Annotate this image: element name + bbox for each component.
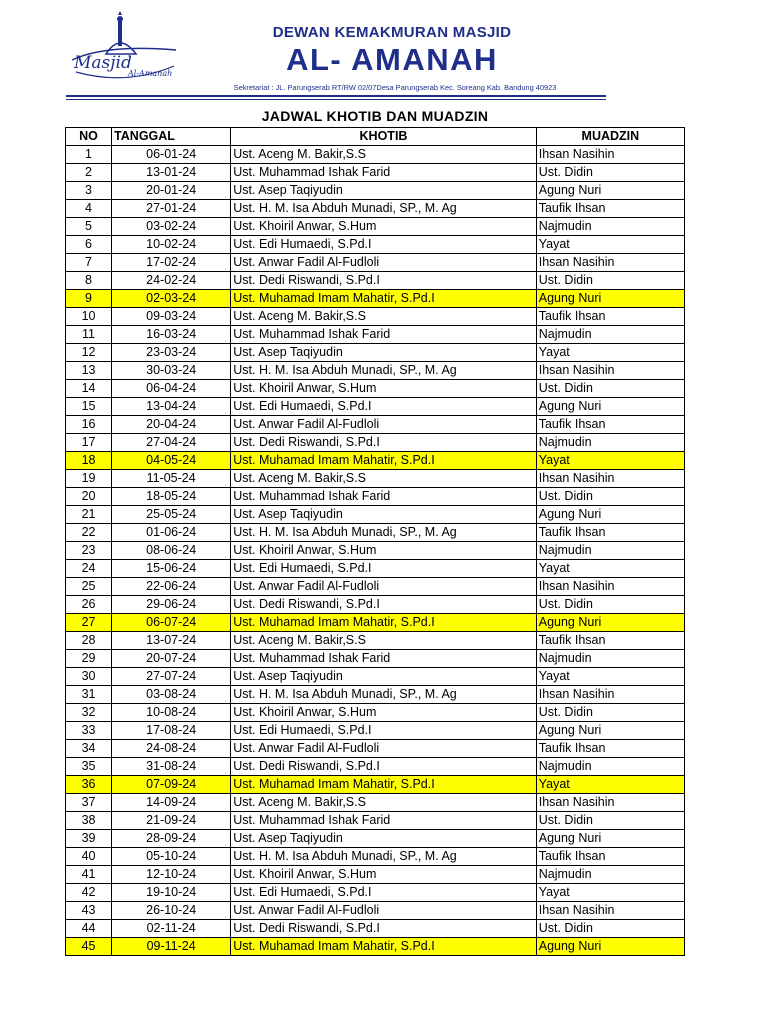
table-row	[66, 650, 685, 668]
document-title: JADWAL KHOTIB DAN MUADZIN	[261, 108, 489, 124]
table-row	[66, 596, 685, 614]
row-muadzin: Ihsan Nasihin	[536, 794, 684, 812]
row-muadzin: Ust. Didin	[536, 596, 684, 614]
row-muadzin: Ust. Didin	[536, 704, 684, 722]
row-muadzin: Ihsan Nasihin	[536, 254, 684, 272]
schedule-table	[65, 127, 685, 956]
row-muadzin: Taufik Ihsan	[536, 308, 684, 326]
column-header-muadzin: MUADZIN	[536, 128, 684, 146]
row-khotib: Ust. Muhamad Imam Mahatir, S.Pd.I	[231, 452, 536, 470]
row-date: 20-01-24	[112, 182, 231, 200]
table-row	[66, 290, 685, 308]
row-number: 36	[66, 776, 112, 794]
table-row	[66, 632, 685, 650]
row-date: 06-01-24	[112, 146, 231, 164]
row-date: 23-03-24	[112, 344, 231, 362]
row-khotib: Ust. Khoiril Anwar, S.Hum	[231, 704, 536, 722]
table-row	[66, 236, 685, 254]
row-number: 41	[66, 866, 112, 884]
table-row	[66, 866, 685, 884]
row-date: 06-04-24	[112, 380, 231, 398]
row-khotib: Ust. Muhammad Ishak Farid	[231, 650, 536, 668]
row-number: 43	[66, 902, 112, 920]
row-khotib: Ust. Dedi Riswandi, S.Pd.I	[231, 758, 536, 776]
row-khotib: Ust. Dedi Riswandi, S.Pd.I	[231, 434, 536, 452]
row-muadzin: Ihsan Nasihin	[536, 146, 684, 164]
row-khotib: Ust. Khoiril Anwar, S.Hum	[231, 218, 536, 236]
row-date: 09-03-24	[112, 308, 231, 326]
row-khotib: Ust. Aceng M. Bakir,S.S	[231, 308, 536, 326]
row-date: 24-08-24	[112, 740, 231, 758]
row-khotib: Ust. Khoiril Anwar, S.Hum	[231, 380, 536, 398]
row-khotib: Ust. H. M. Isa Abduh Munadi, SP., M. Ag	[231, 362, 536, 380]
row-date: 27-07-24	[112, 668, 231, 686]
row-number: 17	[66, 434, 112, 452]
logo-text: Masjid	[74, 53, 132, 73]
row-khotib: Ust. Asep Taqiyudin	[231, 668, 536, 686]
row-khotib: Ust. Muhammad Ishak Farid	[231, 488, 536, 506]
row-khotib: Ust. Edi Humaedi, S.Pd.I	[231, 398, 536, 416]
row-khotib: Ust. Asep Taqiyudin	[231, 182, 536, 200]
row-number: 6	[66, 236, 112, 254]
row-number: 5	[66, 218, 112, 236]
table-row	[66, 398, 685, 416]
row-number: 13	[66, 362, 112, 380]
row-date: 20-04-24	[112, 416, 231, 434]
row-khotib: Ust. Muhamad Imam Mahatir, S.Pd.I	[231, 290, 536, 308]
row-date: 06-07-24	[112, 614, 231, 632]
row-khotib: Ust. Anwar Fadil Al-Fudloli	[231, 902, 536, 920]
row-date: 30-03-24	[112, 362, 231, 380]
row-khotib: Ust. H. M. Isa Abduh Munadi, SP., M. Ag	[231, 200, 536, 218]
row-khotib: Ust. H. M. Isa Abduh Munadi, SP., M. Ag	[231, 524, 536, 542]
row-muadzin: Taufik Ihsan	[536, 632, 684, 650]
header-divider	[66, 95, 606, 97]
column-header-date: TANGGAL	[112, 128, 231, 146]
table-row	[66, 902, 685, 920]
row-number: 45	[66, 938, 112, 956]
table-row	[66, 722, 685, 740]
row-number: 33	[66, 722, 112, 740]
row-khotib: Ust. Anwar Fadil Al-Fudloli	[231, 254, 536, 272]
row-muadzin: Taufik Ihsan	[536, 848, 684, 866]
row-muadzin: Taufik Ihsan	[536, 200, 684, 218]
row-muadzin: Najmudin	[536, 326, 684, 344]
row-number: 15	[66, 398, 112, 416]
table-row	[66, 704, 685, 722]
row-date: 17-02-24	[112, 254, 231, 272]
row-muadzin: Najmudin	[536, 542, 684, 560]
table-row	[66, 740, 685, 758]
row-khotib: Ust. Muhamad Imam Mahatir, S.Pd.I	[231, 938, 536, 956]
table-row	[66, 560, 685, 578]
table-row	[66, 614, 685, 632]
row-number: 18	[66, 452, 112, 470]
row-date: 04-05-24	[112, 452, 231, 470]
row-khotib: Ust. Dedi Riswandi, S.Pd.I	[231, 596, 536, 614]
table-row	[66, 434, 685, 452]
row-date: 11-05-24	[112, 470, 231, 488]
row-khotib: Ust. Dedi Riswandi, S.Pd.I	[231, 920, 536, 938]
row-muadzin: Agung Nuri	[536, 614, 684, 632]
row-date: 03-02-24	[112, 218, 231, 236]
row-date: 21-09-24	[112, 812, 231, 830]
row-khotib: Ust. Aceng M. Bakir,S.S	[231, 470, 536, 488]
row-khotib: Ust. Aceng M. Bakir,S.S	[231, 632, 536, 650]
row-date: 18-05-24	[112, 488, 231, 506]
row-muadzin: Najmudin	[536, 434, 684, 452]
row-number: 14	[66, 380, 112, 398]
row-muadzin: Ust. Didin	[536, 272, 684, 290]
header-divider-thin	[66, 99, 606, 100]
row-date: 27-04-24	[112, 434, 231, 452]
row-muadzin: Yayat	[536, 884, 684, 902]
table-row	[66, 200, 685, 218]
table-row	[66, 146, 685, 164]
row-muadzin: Ust. Didin	[536, 488, 684, 506]
row-number: 42	[66, 884, 112, 902]
row-muadzin: Yayat	[536, 452, 684, 470]
row-date: 31-08-24	[112, 758, 231, 776]
row-muadzin: Ust. Didin	[536, 380, 684, 398]
row-muadzin: Agung Nuri	[536, 938, 684, 956]
row-number: 3	[66, 182, 112, 200]
row-number: 7	[66, 254, 112, 272]
row-number: 16	[66, 416, 112, 434]
row-number: 8	[66, 272, 112, 290]
row-khotib: Ust. Asep Taqiyudin	[231, 506, 536, 524]
row-khotib: Ust. Asep Taqiyudin	[231, 344, 536, 362]
row-number: 23	[66, 542, 112, 560]
row-khotib: Ust. Aceng M. Bakir,S.S	[231, 794, 536, 812]
row-number: 40	[66, 848, 112, 866]
row-muadzin: Ihsan Nasihin	[536, 578, 684, 596]
table-row	[66, 542, 685, 560]
row-date: 05-10-24	[112, 848, 231, 866]
row-muadzin: Agung Nuri	[536, 182, 684, 200]
row-khotib: Ust. Khoiril Anwar, S.Hum	[231, 866, 536, 884]
row-number: 25	[66, 578, 112, 596]
table-row	[66, 848, 685, 866]
table-row	[66, 794, 685, 812]
row-muadzin: Agung Nuri	[536, 722, 684, 740]
row-khotib: Ust. Edi Humaedi, S.Pd.I	[231, 236, 536, 254]
table-row	[66, 182, 685, 200]
row-date: 08-06-24	[112, 542, 231, 560]
row-muadzin: Agung Nuri	[536, 398, 684, 416]
mosque-name: AL- AMANAH	[286, 42, 498, 77]
row-date: 02-11-24	[112, 920, 231, 938]
row-date: 15-06-24	[112, 560, 231, 578]
organization-name: DEWAN KEMAKMURAN MASJID	[272, 24, 512, 41]
row-number: 19	[66, 470, 112, 488]
row-khotib: Ust. Asep Taqiyudin	[231, 830, 536, 848]
table-row	[66, 416, 685, 434]
row-muadzin: Najmudin	[536, 218, 684, 236]
row-number: 12	[66, 344, 112, 362]
row-date: 16-03-24	[112, 326, 231, 344]
table-row	[66, 344, 685, 362]
row-muadzin: Ihsan Nasihin	[536, 362, 684, 380]
row-muadzin: Ust. Didin	[536, 164, 684, 182]
table-row	[66, 776, 685, 794]
table-row	[66, 470, 685, 488]
row-number: 34	[66, 740, 112, 758]
row-number: 9	[66, 290, 112, 308]
row-date: 25-05-24	[112, 506, 231, 524]
table-row	[66, 218, 685, 236]
row-number: 37	[66, 794, 112, 812]
table-row	[66, 884, 685, 902]
table-row	[66, 254, 685, 272]
logo-subtext: Al-Amanah	[128, 69, 173, 78]
row-date: 07-09-24	[112, 776, 231, 794]
row-number: 35	[66, 758, 112, 776]
table-row	[66, 920, 685, 938]
row-muadzin: Taufik Ihsan	[536, 740, 684, 758]
table-row	[66, 380, 685, 398]
row-muadzin: Najmudin	[536, 866, 684, 884]
table-row	[66, 524, 685, 542]
row-khotib: Ust. Edi Humaedi, S.Pd.I	[231, 722, 536, 740]
table-row	[66, 938, 685, 956]
row-date: 12-10-24	[112, 866, 231, 884]
row-number: 10	[66, 308, 112, 326]
row-number: 28	[66, 632, 112, 650]
row-muadzin: Ust. Didin	[536, 812, 684, 830]
table-row	[66, 578, 685, 596]
row-number: 27	[66, 614, 112, 632]
row-khotib: Ust. Anwar Fadil Al-Fudloli	[231, 416, 536, 434]
row-number: 22	[66, 524, 112, 542]
table-header-row	[66, 128, 685, 146]
row-date: 20-07-24	[112, 650, 231, 668]
table-row	[66, 488, 685, 506]
row-muadzin: Agung Nuri	[536, 506, 684, 524]
row-muadzin: Najmudin	[536, 650, 684, 668]
row-date: 17-08-24	[112, 722, 231, 740]
row-khotib: Ust. Aceng M. Bakir,S.S	[231, 146, 536, 164]
table-row	[66, 452, 685, 470]
row-muadzin: Agung Nuri	[536, 290, 684, 308]
row-date: 22-06-24	[112, 578, 231, 596]
row-khotib: Ust. Edi Humaedi, S.Pd.I	[231, 884, 536, 902]
row-date: 02-03-24	[112, 290, 231, 308]
row-number: 20	[66, 488, 112, 506]
row-khotib: Ust. Muhammad Ishak Farid	[231, 164, 536, 182]
table-row	[66, 506, 685, 524]
row-muadzin: Ihsan Nasihin	[536, 470, 684, 488]
row-date: 26-10-24	[112, 902, 231, 920]
secretariat-address: Sekretariat : JL. Parungserab RT/RW 02/07Desa Parungserab Kec. Soreang Kab. Bandung 40923	[233, 83, 557, 92]
row-muadzin: Ust. Didin	[536, 920, 684, 938]
row-muadzin: Yayat	[536, 344, 684, 362]
mosque-logo-icon	[66, 10, 182, 88]
row-khotib: Ust. H. M. Isa Abduh Munadi, SP., M. Ag	[231, 686, 536, 704]
row-number: 29	[66, 650, 112, 668]
table-row	[66, 164, 685, 182]
row-muadzin: Yayat	[536, 668, 684, 686]
row-khotib: Ust. Dedi Riswandi, S.Pd.I	[231, 272, 536, 290]
row-muadzin: Taufik Ihsan	[536, 524, 684, 542]
row-number: 26	[66, 596, 112, 614]
row-khotib: Ust. Muhamad Imam Mahatir, S.Pd.I	[231, 776, 536, 794]
row-number: 38	[66, 812, 112, 830]
row-date: 14-09-24	[112, 794, 231, 812]
column-header-khotib: KHOTIB	[231, 128, 536, 146]
row-muadzin: Yayat	[536, 236, 684, 254]
row-muadzin: Najmudin	[536, 758, 684, 776]
row-khotib: Ust. Khoiril Anwar, S.Hum	[231, 542, 536, 560]
table-row	[66, 812, 685, 830]
row-number: 32	[66, 704, 112, 722]
column-header-no: NO	[66, 128, 112, 146]
row-number: 24	[66, 560, 112, 578]
row-number: 2	[66, 164, 112, 182]
row-date: 19-10-24	[112, 884, 231, 902]
schedule-body	[66, 146, 685, 956]
row-khotib: Ust. Edi Humaedi, S.Pd.I	[231, 560, 536, 578]
row-khotib: Ust. H. M. Isa Abduh Munadi, SP., M. Ag	[231, 848, 536, 866]
row-muadzin: Yayat	[536, 560, 684, 578]
row-date: 13-01-24	[112, 164, 231, 182]
row-number: 44	[66, 920, 112, 938]
row-muadzin: Taufik Ihsan	[536, 416, 684, 434]
table-row	[66, 668, 685, 686]
row-date: 13-04-24	[112, 398, 231, 416]
row-date: 24-02-24	[112, 272, 231, 290]
row-number: 31	[66, 686, 112, 704]
row-number: 30	[66, 668, 112, 686]
table-row	[66, 830, 685, 848]
table-row	[66, 362, 685, 380]
mosque-logo	[66, 10, 182, 88]
table-row	[66, 308, 685, 326]
row-muadzin: Yayat	[536, 776, 684, 794]
row-khotib: Ust. Muhamad Imam Mahatir, S.Pd.I	[231, 614, 536, 632]
row-date: 28-09-24	[112, 830, 231, 848]
row-date: 03-08-24	[112, 686, 231, 704]
row-date: 09-11-24	[112, 938, 231, 956]
row-number: 4	[66, 200, 112, 218]
table-row	[66, 758, 685, 776]
row-muadzin: Ihsan Nasihin	[536, 686, 684, 704]
row-khotib: Ust. Muhammad Ishak Farid	[231, 812, 536, 830]
row-muadzin: Agung Nuri	[536, 830, 684, 848]
row-date: 10-08-24	[112, 704, 231, 722]
row-khotib: Ust. Anwar Fadil Al-Fudloli	[231, 578, 536, 596]
row-date: 13-07-24	[112, 632, 231, 650]
row-number: 1	[66, 146, 112, 164]
row-number: 39	[66, 830, 112, 848]
table-row	[66, 272, 685, 290]
row-date: 01-06-24	[112, 524, 231, 542]
row-khotib: Ust. Muhammad Ishak Farid	[231, 326, 536, 344]
row-number: 21	[66, 506, 112, 524]
row-date: 10-02-24	[112, 236, 231, 254]
table-row	[66, 686, 685, 704]
row-number: 11	[66, 326, 112, 344]
row-date: 29-06-24	[112, 596, 231, 614]
row-muadzin: Ihsan Nasihin	[536, 902, 684, 920]
row-khotib: Ust. Anwar Fadil Al-Fudloli	[231, 740, 536, 758]
row-date: 27-01-24	[112, 200, 231, 218]
table-row	[66, 326, 685, 344]
